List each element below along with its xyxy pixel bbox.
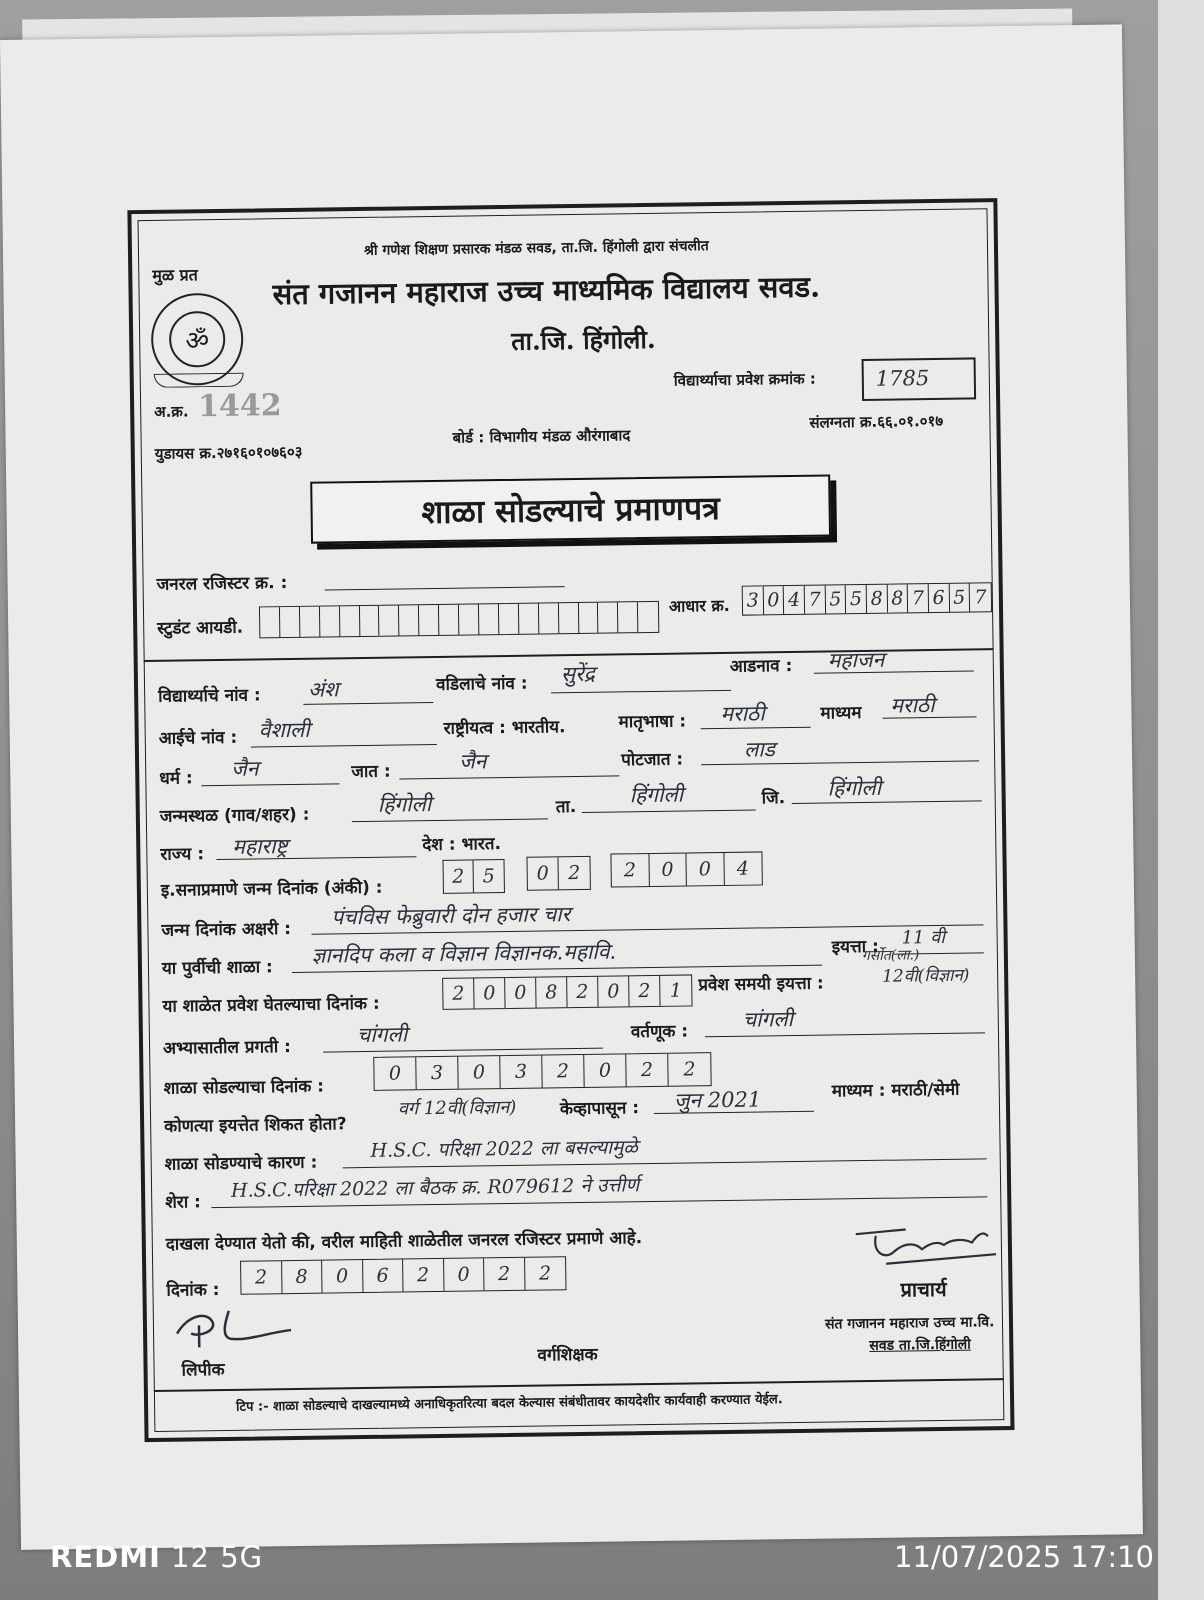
district-value: हिंगोली: [827, 775, 882, 801]
serial-label: अ.क्र.: [154, 402, 189, 421]
leaving-date-digit: 3: [416, 1057, 458, 1090]
dob-year-digit: 2: [611, 854, 649, 887]
father-name-value: सुरेंद्र: [560, 661, 596, 687]
birthplace-value: हिंगोली: [377, 792, 432, 817]
issue-date-digit: 0: [322, 1260, 363, 1293]
remark-value: H.S.C.परिक्षा 2022 ला बैठक क्र. R079612 ने उत्तीर्ण: [230, 1174, 640, 1202]
class-label: कोणत्या इयत्तेत शिकत होता?: [164, 1114, 347, 1137]
principal-signature-mark: [845, 1212, 1006, 1274]
conduct-label: वर्तणूक :: [630, 1021, 689, 1043]
aadhaar-boxes: [742, 582, 992, 615]
aadhaar-digit: 5: [846, 585, 867, 613]
conduct-value: चांगली: [742, 1007, 794, 1032]
dob-day-boxes: [442, 859, 504, 894]
admission-no-value: 1785: [875, 366, 930, 391]
aadhaar-digit: 8: [867, 585, 888, 613]
dob-month-boxes: [526, 856, 590, 891]
admission-date-label: या शाळेत प्रवेश घेतल्याचा दिनांक :: [162, 993, 380, 1017]
admission-date-digit: 0: [505, 978, 536, 1008]
aadhaar-digit: 7: [805, 586, 826, 614]
serial-value: 1442: [197, 388, 282, 425]
aadhaar-digit: 0: [763, 586, 784, 614]
admission-date-boxes: [442, 974, 692, 1009]
admission-date-digit: 0: [474, 978, 505, 1008]
class-value: वर्ग 12वी(विज्ञान): [397, 1096, 517, 1120]
document-paper: [0, 24, 1143, 1550]
caste-label: जात :: [351, 761, 391, 783]
certify-text: दाखला देण्यात येतो की, वरील माहिती शाळेतील जनरल रजिस्टर प्रमाणे आहे.: [165, 1228, 643, 1255]
clerk-label: लिपीक: [181, 1359, 225, 1381]
aadhaar-digit: 7: [974, 586, 987, 609]
father-name-label: वडिलाचे नांव :: [435, 673, 528, 695]
affiliation-label: संलग्नता क्र.६६.०१.०१७: [809, 411, 944, 432]
state-value: महाराष्ट्र: [232, 834, 288, 859]
country-label: देश : भारत.: [422, 834, 502, 856]
general-register-label: जनरल रजिस्टर क्र. :: [156, 573, 288, 595]
school-name: संत गजानन महाराज उच्च माध्यमिक विद्यालय सवड.: [272, 269, 821, 312]
aadhaar-label: आधार क्र.: [668, 595, 730, 616]
admission-date-digit: 2: [443, 978, 474, 1008]
principal-stamp-line1: संत गजानन महाराज उच्च मा.वि.: [824, 1314, 995, 1333]
board-label: बोर्ड : विभागीय मंडळ औरंगाबाद: [452, 426, 631, 447]
aadhaar-digit: 7: [908, 584, 929, 612]
issue-date-digit: 8: [282, 1261, 323, 1294]
issue-date-label: दिनांक :: [166, 1280, 220, 1301]
medium-label: माध्यम: [820, 703, 862, 724]
issue-date-digit: 2: [484, 1258, 525, 1291]
school-place: ता.जि. हिंगोली.: [511, 324, 656, 356]
admission-no-box: [862, 357, 977, 401]
admission-class-note: गर्सोत(ला.): [861, 947, 920, 965]
district-label: जि.: [761, 788, 786, 809]
subcaste-label: पोटजात :: [620, 749, 684, 771]
clerk-signature-mark: [169, 1302, 300, 1354]
remark-label: शेरा :: [165, 1192, 202, 1213]
religion-value: जैन: [231, 756, 259, 781]
state-label: राज्य :: [160, 844, 205, 865]
leaving-date-digit: 2: [626, 1054, 668, 1087]
certificate-frame: [127, 198, 1014, 1442]
prev-class-value: 11 वी: [901, 926, 946, 949]
aadhaar-digit: 4: [784, 586, 805, 614]
leaving-date-digit: 0: [374, 1057, 416, 1090]
dob-words-label: जन्म दिनांक अक्षरी :: [161, 919, 292, 941]
mother-tongue-value: मराठी: [720, 701, 765, 727]
emblem-ribbon-icon: [154, 373, 244, 388]
class-teacher-label: वर्गशिक्षक: [537, 1344, 598, 1366]
taluka-label: ता.: [555, 797, 577, 818]
leaving-date-digit: 0: [584, 1054, 626, 1087]
aadhaar-digit: 8: [887, 584, 908, 612]
reason-value: H.S.C. परिक्षा 2022 ला बसल्यामुळे: [370, 1136, 639, 1162]
caste-value: जैन: [458, 749, 487, 774]
aadhaar-digit: 3: [743, 586, 764, 614]
student-name-label: विद्यार्थ्याचे नांव :: [158, 685, 261, 707]
surname-value: महाजन: [827, 647, 885, 673]
trust-line: श्री गणेश शिक्षण प्रसारक मंडळ सवड, ता.जि. हिंगोली द्वारा संचलीत: [363, 238, 709, 259]
mother-tongue-label: मातृभाषा :: [618, 711, 687, 733]
medium-value: मराठी: [890, 693, 935, 718]
nationality-label: राष्ट्रीयत्व : भारतीय.: [443, 717, 566, 739]
mother-name-label: आईचे नांव :: [158, 727, 238, 749]
camera-watermark: [50, 1540, 1154, 1580]
since-value: जुन 2021: [673, 1087, 762, 1113]
admission-class-label: प्रवेश समयी इयत्ता :: [698, 973, 824, 996]
prev-school-value: ज्ञानदिप कला व विज्ञान विज्ञानक.महावि.: [311, 939, 617, 968]
side-sheet: [1158, 0, 1204, 1600]
leaving-date-digit: 0: [458, 1056, 500, 1089]
certificate-title: शाळा सोडल्याचे प्रमाणपत्र: [310, 474, 831, 543]
leaving-date-digit: 2: [683, 1058, 696, 1081]
religion-label: धर्म :: [159, 768, 193, 789]
dob-month-digit: 0: [527, 857, 558, 889]
admission-date-digit: 8: [536, 977, 567, 1007]
admission-date-digit: 0: [598, 976, 629, 1006]
dob-year-digit: 4: [736, 857, 750, 880]
reason-label: शाळा सोडण्याचे कारण :: [164, 1152, 318, 1175]
dob-year-digit: 0: [686, 853, 724, 886]
prev-class-label: इयत्ता :: [831, 936, 879, 958]
dob-day-digit: 2: [444, 860, 474, 892]
camera-brand-name: REDMI: [50, 1540, 161, 1574]
student-id-label: स्टुडंट आयडी.: [157, 617, 244, 639]
student-id-boxes: [259, 601, 659, 639]
principal-label: प्राचार्य: [900, 1276, 947, 1302]
udise-label: युडायस क्र.२७१६०१०७६०३: [154, 442, 303, 463]
aadhaar-digit: 5: [825, 585, 846, 613]
dob-year-digit: 0: [649, 853, 687, 886]
leaving-date-digit: 3: [500, 1056, 542, 1089]
dob-digits-label: इ.सनाप्रमाणे जन्म दिनांक (अंकी) :: [160, 877, 383, 901]
dob-year-boxes: [610, 851, 762, 887]
copy-label: मुळ प्रत: [152, 265, 198, 285]
dob-day-digit: 5: [482, 865, 495, 888]
issue-date-digit: 2: [241, 1261, 282, 1294]
admission-no-label: विद्यार्थ्याचा प्रवेश क्रमांक :: [673, 369, 816, 390]
camera-datetime: 11/07/2025 17:10: [894, 1540, 1154, 1574]
aadhaar-digit: 5: [949, 584, 970, 612]
leaving-date-boxes: [373, 1052, 711, 1091]
footer-note: टिप :- शाळा सोडल्याचे दाखल्यामध्ये अनाधिकृतरित्या बदल केल्यास संबंधीतावर कायदेशीर कार्यवाही करण्यात येईल.: [236, 1392, 783, 1415]
issue-date-boxes: [240, 1256, 566, 1295]
issue-date-digit: 2: [403, 1259, 444, 1292]
issue-date-digit: 2: [538, 1262, 552, 1285]
progress-label: अभ्यासातील प्रगती :: [162, 1037, 292, 1059]
issue-date-digit: 0: [444, 1258, 485, 1291]
admission-date-digit: 2: [629, 976, 660, 1006]
birthplace-label: जन्मस्थळ (गाव/शहर) :: [159, 804, 310, 827]
camera-brand: [50, 1540, 263, 1574]
leaving-date-label: शाळा सोडल्याचा दिनांक :: [163, 1076, 325, 1099]
admission-date-digit: 1: [669, 979, 683, 1002]
taluka-value: हिंगोली: [629, 782, 684, 808]
admission-class-value: 12वी(विज्ञान): [882, 965, 970, 987]
camera-model: 12 5G: [160, 1540, 264, 1574]
dob-words-value: पंचविस फेब्रुवारी दोन हजार चार: [331, 902, 571, 930]
principal-stamp-line2: सवड ता.जि.हिंगोली: [869, 1336, 971, 1354]
aadhaar-digit: 6: [929, 584, 950, 612]
since-label: केव्हापासून :: [559, 1098, 640, 1120]
mother-name-value: वैशाली: [258, 717, 310, 743]
student-name-value: अंश: [307, 677, 339, 702]
issue-date-digit: 6: [363, 1259, 404, 1292]
dob-month-digit: 2: [567, 861, 581, 885]
surname-label: आडनाव :: [729, 655, 793, 677]
medium2-label: माध्यम : मराठी/सेमी: [831, 1079, 960, 1102]
ganesha-icon: ॐ: [169, 311, 226, 368]
prev-school-label: या पुर्वीची शाळा :: [161, 957, 273, 979]
subcaste-value: लाड: [743, 737, 776, 762]
progress-value: चांगली: [356, 1022, 408, 1048]
leaving-date-digit: 2: [542, 1055, 584, 1088]
admission-date-digit: 2: [567, 977, 598, 1007]
